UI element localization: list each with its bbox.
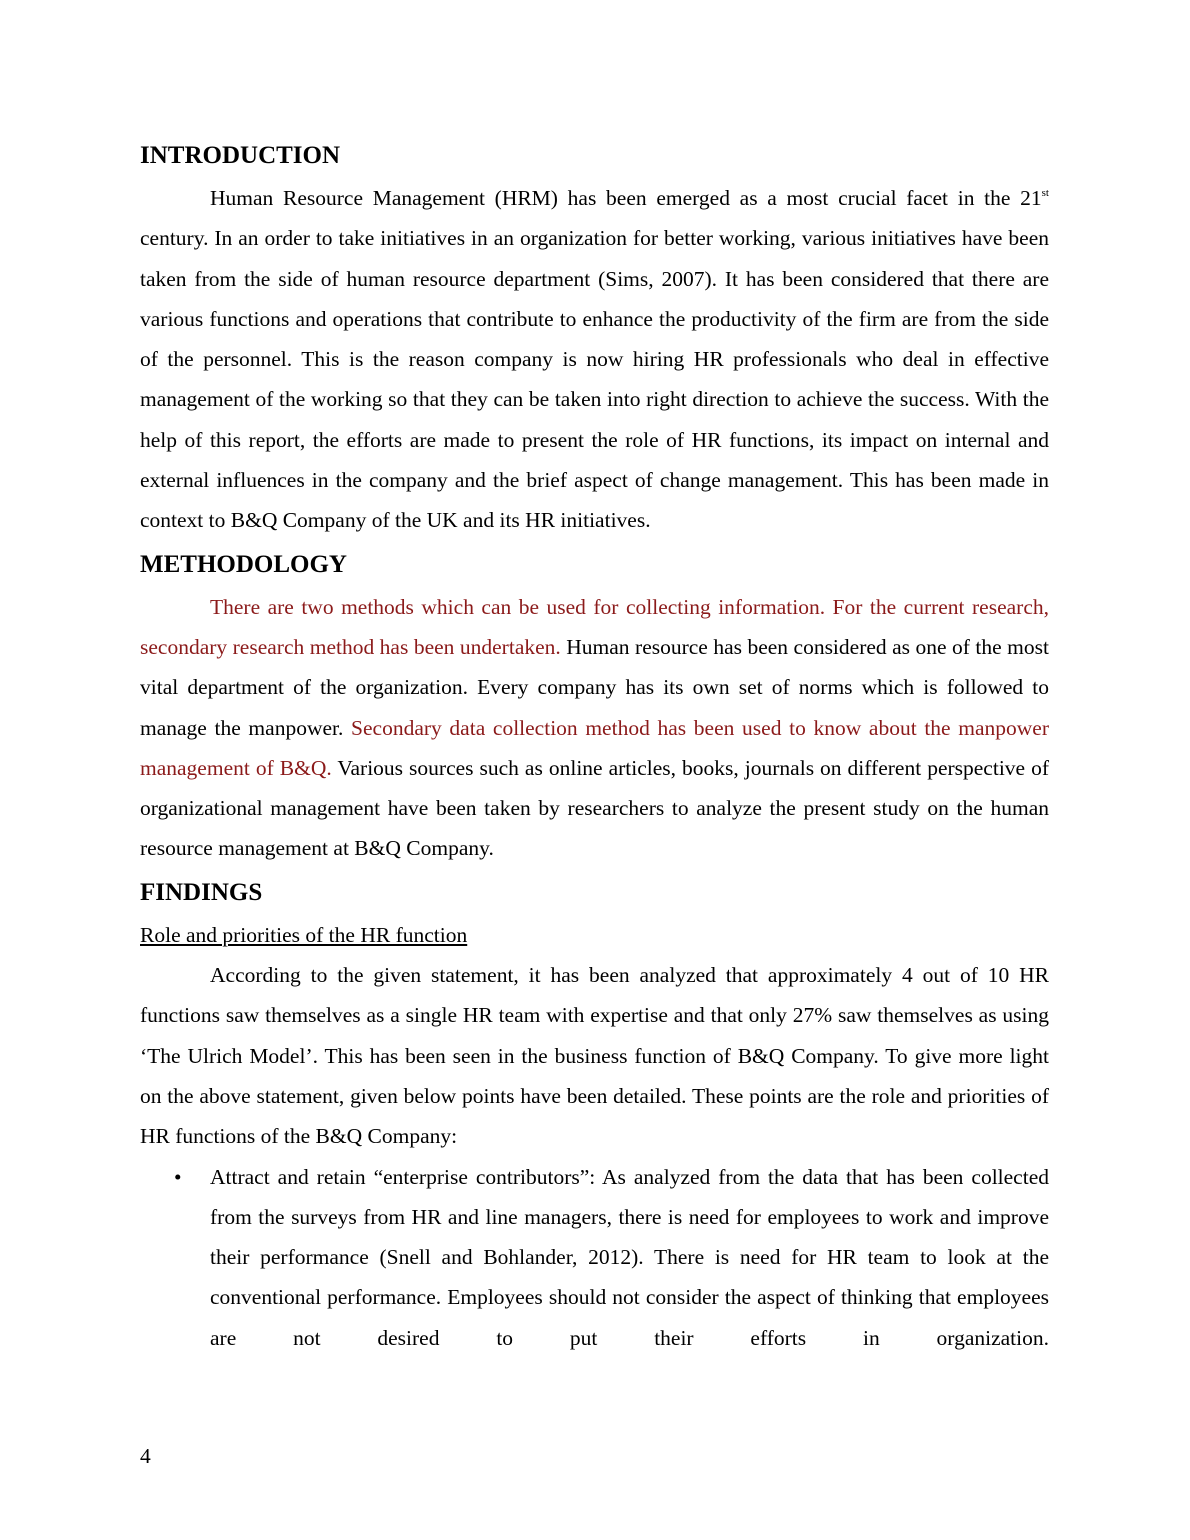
intro-text-part-2: century. In an order to take initiatives in an organization for better working, various initiatives have been taken from the side of human resource department (Sims, 2007). It has been considered that there are various functions and operations that contribute to enhance the productivity of the firm are from the side of the personnel. This is the reason company is now hiring HR professionals who deal in effective management of the working so that they can be taken into right direction to achieve the success. With the help of this report, the efforts are made to present the role of HR functions, its impact on internal and external influences in the company and the brief aspect of change management. This has been made in context to B&Q Company of the UK and its HR initiatives.: [140, 226, 1049, 533]
list-item: [140, 1157, 1049, 1358]
findings-heading: FINDINGS: [140, 878, 263, 906]
intro-text-part-1: Human Resource Management (HRM) has been emerged as a most crucial facet in the 21: [210, 186, 1042, 210]
methodology-highlight-2: Secondary data collection method has been used to know about the manpower management of B&Q.: [140, 715, 1049, 780]
findings-subheading: Role and priorities of the HR function: [140, 922, 468, 947]
methodology-highlight-1: There are two methods which can be used for collecting information. For the current research, secondary research method has been undertaken.: [140, 594, 1049, 659]
findings-bullet-list: [140, 1157, 1049, 1358]
methodology-text-2: Various sources such as online articles, books, journals on different perspective of organizational management have been taken by researchers to analyze the present study on the human resource management at B&Q Company.: [140, 755, 1049, 861]
methodology-heading: METHODOLOGY: [140, 550, 347, 578]
bullet-icon: •: [174, 1164, 182, 1189]
ordinal-superscript: st: [1041, 187, 1049, 199]
introduction-heading: INTRODUCTION: [140, 142, 341, 169]
page-number: 4: [140, 1444, 151, 1468]
document-body: [140, 138, 1049, 1358]
introduction-paragraph: [140, 178, 1049, 541]
bullet-text: Attract and retain “enterprise contributors”: As analyzed from the data that has been collected from the surveys from HR and line managers, there is need for employees to work and improve their performance (Snell and Bohlander, 2012). There is need for HR team to look at the conventional performance. Employees should not consider the aspect of thinking that employees are not desired to put their efforts in organization.: [210, 1164, 1049, 1350]
findings-paragraph: According to the given statement, it has been analyzed that approximately 4 out of 10 HR functions saw themselves as a single HR team with expertise and that only 27% saw themselves as using ‘The Ulrich Model’. This has been seen in the business function of B&Q Company. To give more light on the above statement, given below points have been detailed. These points are the role and priorities of HR functions of the B&Q Company:: [140, 963, 1049, 1149]
methodology-paragraph: [140, 587, 1049, 869]
methodology-text-1: Human resource has been considered as one of the most vital department of the organization. Every company has its own set of norms which is followed to manage the manpower.: [140, 634, 1049, 740]
